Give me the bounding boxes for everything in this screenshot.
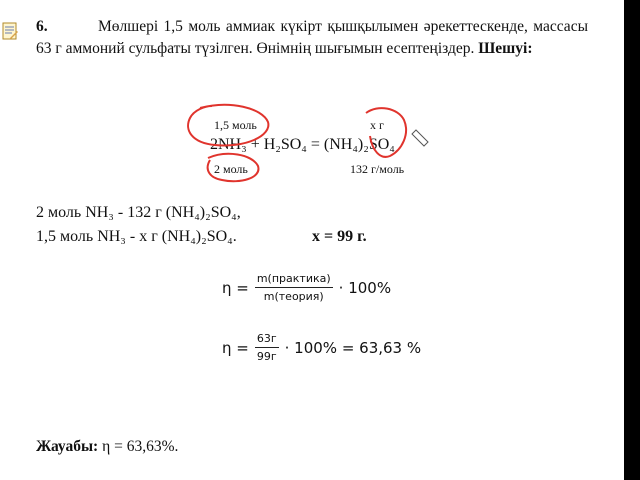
formula1-denominator: m(теория) xyxy=(263,290,324,303)
formula2-denominator: 99г xyxy=(256,350,277,363)
formula1-numerator: m(практика) xyxy=(255,272,333,288)
answer-label: Жауабы: xyxy=(36,438,99,455)
formula2-numerator: 63г xyxy=(255,332,279,348)
document-icon xyxy=(2,22,18,40)
formula1-fraction xyxy=(255,272,333,303)
equation-above-right: х г xyxy=(370,118,384,132)
formula1-rhs: · 100% xyxy=(338,278,392,297)
equation-below-right: 132 г/моль xyxy=(350,162,405,176)
formula1-lhs: η = xyxy=(222,278,249,297)
formula2-fraction xyxy=(255,332,279,363)
equation-above-left: 1,5 моль xyxy=(214,118,257,132)
problem-text: Мөлшері 1,5 моль аммиак күкірт қышқылымен әрекеттескенде, массасы 63 г аммоний сульфаты түзілген. Өнімнің шығымын есептеңіздер. xyxy=(36,18,588,57)
reaction-equation xyxy=(200,106,460,186)
formula2-lhs: η = xyxy=(222,338,249,357)
equation-below-left: 2 моль xyxy=(214,162,248,176)
yield-formula xyxy=(222,272,391,303)
problem-statement xyxy=(36,16,588,60)
solution-label: Шешуі: xyxy=(478,40,533,57)
proportion-result: х = 99 г. xyxy=(312,228,367,245)
proportion-line-2: 1,5 моль NH₃ - х г (NH₄)₂SO₄. xyxy=(36,228,237,245)
yield-calculation xyxy=(222,332,421,363)
problem-number: 6. xyxy=(36,18,48,35)
equation-main: 2NH₃ + H₂SO₄ = (NH₄)₂SO₄ xyxy=(210,136,395,153)
proportion-line-1: 2 моль NH₃ - 132 г (NH₄)₂SO₄, xyxy=(36,204,241,221)
formula2-rhs: · 100% = 63,63 % xyxy=(284,338,422,357)
answer-value: η = 63,63%. xyxy=(102,438,179,455)
answer-line xyxy=(36,438,178,456)
